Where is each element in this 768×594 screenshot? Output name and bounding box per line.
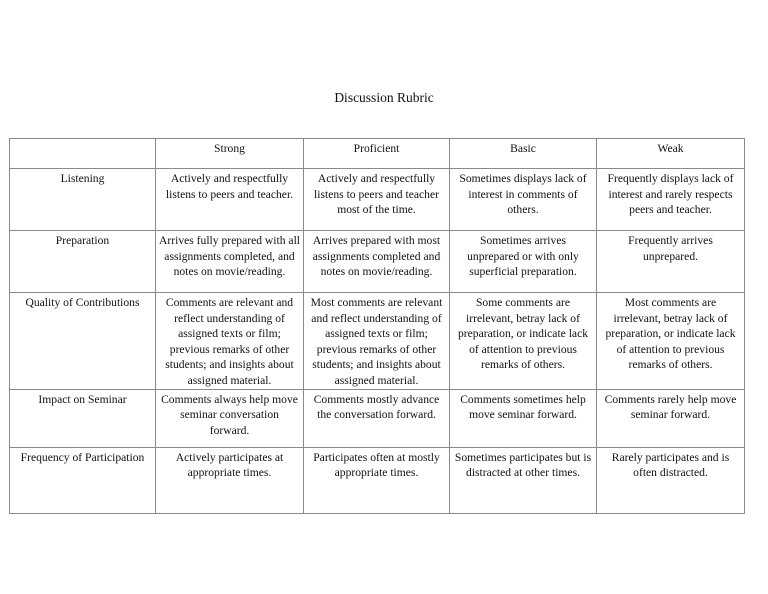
rubric-cell: Comments always help move seminar conversation forward. <box>156 389 304 447</box>
table-row <box>10 447 745 513</box>
rubric-cell: Arrives fully prepared with all assignments completed, and notes on movie/reading. <box>156 231 304 293</box>
header-row <box>10 139 745 169</box>
rubric-cell: Frequently displays lack of interest and rarely respects peers and teacher. <box>597 169 745 231</box>
rubric-cell: Actively and respectfully listens to peers and teacher most of the time. <box>304 169 450 231</box>
rubric-cell: Some comments are irrelevant, betray lack of preparation, or indicate lack of attention to previous remarks of others. <box>450 293 597 390</box>
page-title: Discussion Rubric <box>334 90 434 105</box>
criterion-cell: Quality of Contributions <box>10 293 156 390</box>
rubric-table <box>9 138 745 514</box>
rubric-cell: Comments rarely help move seminar forward. <box>597 389 745 447</box>
rubric-cell: Actively and respectfully listens to peers and teacher. <box>156 169 304 231</box>
rubric-cell: Frequently arrives unprepared. <box>597 231 745 293</box>
rubric-cell: Most comments are irrelevant, betray lack of preparation, or indicate lack of attention to previous remarks of others. <box>597 293 745 390</box>
table-row <box>10 293 745 390</box>
rubric-cell: Most comments are relevant and reflect understanding of assigned texts or film; previous remarks of other students; and insights about assigned material. <box>304 293 450 390</box>
rubric-cell: Participates often at mostly appropriate times. <box>304 447 450 513</box>
criterion-cell: Listening <box>10 169 156 231</box>
rubric-cell: Actively participates at appropriate times. <box>156 447 304 513</box>
rubric-cell: Comments sometimes help move seminar forward. <box>450 389 597 447</box>
table-row <box>10 169 745 231</box>
header-cell: Weak <box>597 139 745 169</box>
header-cell <box>10 139 156 169</box>
rubric-cell: Rarely participates and is often distracted. <box>597 447 745 513</box>
table-row <box>10 389 745 447</box>
criterion-cell: Impact on Seminar <box>10 389 156 447</box>
rubric-cell: Comments mostly advance the conversation forward. <box>304 389 450 447</box>
rubric-cell: Sometimes participates but is distracted at other times. <box>450 447 597 513</box>
table-row <box>10 231 745 293</box>
criterion-cell: Preparation <box>10 231 156 293</box>
rubric-cell: Sometimes arrives unprepared or with only superficial preparation. <box>450 231 597 293</box>
rubric-cell: Sometimes displays lack of interest in comments of others. <box>450 169 597 231</box>
rubric-cell: Comments are relevant and reflect understanding of assigned texts or film; previous remarks of other students; and insights about assigned material. <box>156 293 304 390</box>
header-cell: Basic <box>450 139 597 169</box>
rubric-cell: Arrives prepared with most assignments completed and notes on movie/reading. <box>304 231 450 293</box>
criterion-cell: Frequency of Participation <box>10 447 156 513</box>
header-cell: Proficient <box>304 139 450 169</box>
header-cell: Strong <box>156 139 304 169</box>
